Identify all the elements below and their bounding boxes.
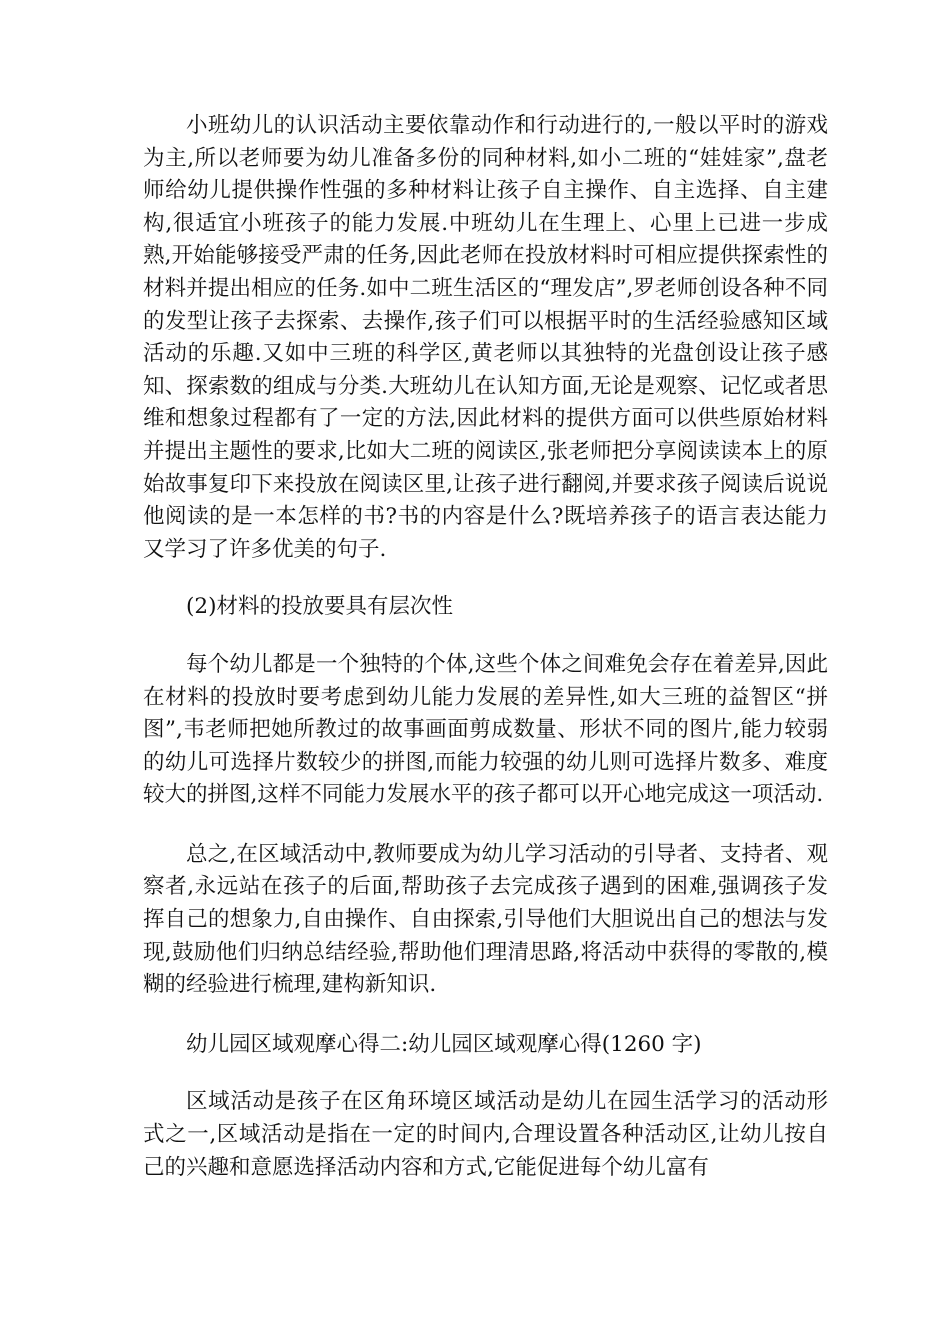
document-body [143, 110, 828, 1211]
paragraph-conclusion: 总之,在区域活动中,教师要成为幼儿学习活动的引导者、支持者、观察者,永远站在孩子的后面,帮助孩子去完成孩子遇到的困难,强调孩子发挥自己的想象力,自由操作、自由探索,引导他们大胆说出自己的想法与发现,鼓励他们归纳总结经验,帮助他们理清思路,将活动中获得的零散的,模糊的经验进行梳理,建构新知识. [143, 841, 828, 998]
section-heading-observation-notes-two: 幼儿园区域观摩心得二:幼儿园区域观摩心得(1260 字) [186, 1031, 702, 1057]
paragraph-area-activity-definition: 区域活动是孩子在区角环境区域活动是幼儿在园生活学习的活动形式之一,区域活动是指在一定的时间内,合理设置各种活动区,让幼儿按自己的兴趣和意愿选择活动内容和方式,它能促进每个幼儿富有 [143, 1089, 828, 1180]
paragraph-small-middle-large-class-materials: 小班幼儿的认识活动主要依靠动作和行动进行的,一般以平时的游戏为主,所以老师要为幼儿准备多份的同种材料,如小二班的“娃娃家”,盘老师给幼儿提供操作性强的多种材料让孩子自主操作、自主选择、自主建构,很适宜小班孩子的能力发展.中班幼儿在生理上、心里上已进一步成熟,开始能够接受严肃的任务,因此老师在投放材料时可相应提供探索性的材料并提出相应的任务.如中二班生活区的“理发店”,罗老师创设各种不同的发型让孩子去探索、去操作,孩子们可以根据平时的生活经验感知区域活动的乐趣.又如中三班的科学区,黄老师以其独特的光盘创设让孩子感知、探索数的组成与分类.大班幼儿在认知方面,无论是观察、记忆或者思维和想象过程都有了一定的方法,因此材料的提供方面可以供些原始材料并提出主题性的要求,比如大二班的阅读区,张老师把分享阅读读本上的原始故事复印下来投放在阅读区里,让孩子进行翻阅,并要求孩子阅读后说说他阅读的是一本怎样的书?书的内容是什么?既培养孩子的语言表达能力又学习了许多优美的句子. [143, 113, 828, 562]
paragraph-individual-differences: 每个幼儿都是一个独特的个体,这些个体之间难免会存在着差异,因此在材料的投放时要考虑到幼儿能力发展的差异性,如大三班的益智区“拼图”,韦老师把她所教过的故事画面剪成数量、形状不同的图片,能力较弱的幼儿可选择片数较少的拼图,而能力较强的幼儿则可选择片数多、难度较大的拼图,这样不同能力发展水平的孩子都可以开心地完成这一项活动. [143, 651, 828, 808]
section-heading-material-layering: (2)材料的投放要具有层次性 [186, 594, 453, 620]
